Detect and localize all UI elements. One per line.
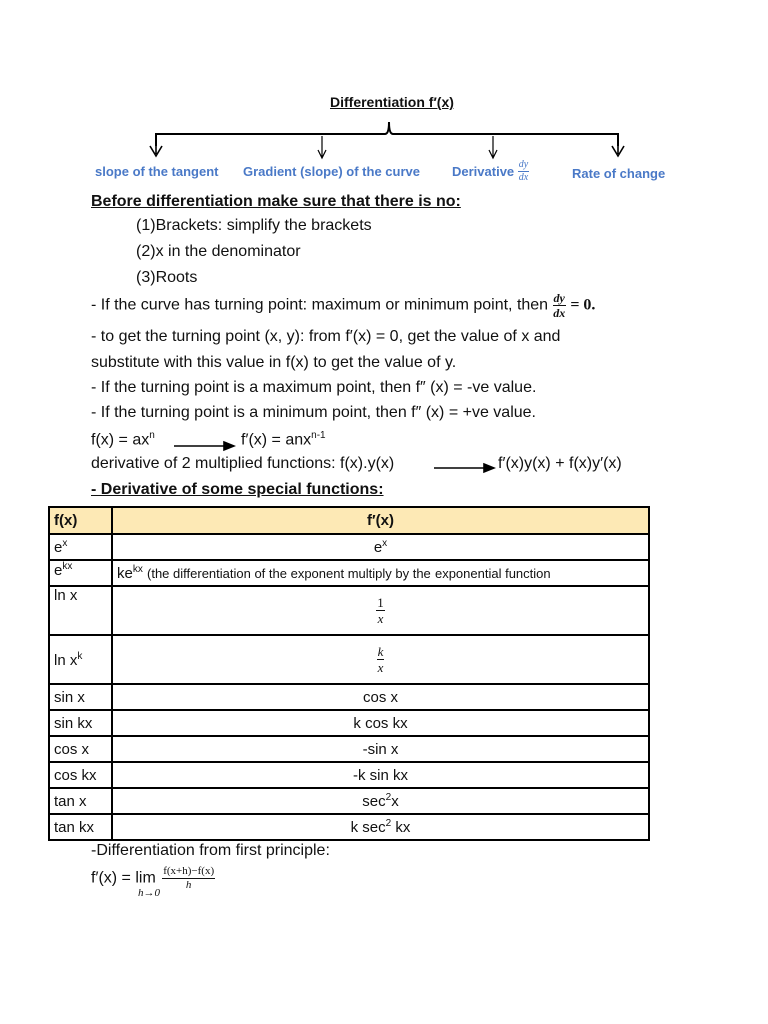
cell-d [112,788,649,814]
cell-d: -sin x [112,736,649,762]
table-row [49,586,649,635]
cell-f [49,586,112,635]
power-rule-right [241,430,326,449]
fraction-numerator: k [377,644,384,659]
branch-gradient: Gradient (slope) of the curve [243,164,420,179]
before-heading: Before differentiation make sure that there is no: [91,193,461,210]
cell-f-exponent: k [77,650,83,662]
cell-d-note-2: exponential function [434,566,551,581]
branch-slope: slope of the tangent [95,164,219,179]
cell-d-exponent: kx [132,564,143,575]
special-heading: - Derivative of some special functions: [91,481,384,498]
turning-line-3: substitute with this value in f(x) to get the value of y. [91,354,457,371]
cell-f-text: ln x [54,651,78,669]
cell-d-exponent: x [382,538,388,549]
list-item [136,269,197,287]
arrow-slope [150,138,162,156]
derivative-table [48,506,650,841]
cell-d [112,814,649,840]
list-number: (1) [136,217,156,234]
branch-rate: Rate of change [572,166,666,181]
arrow-rate [612,138,624,156]
cell-d: cos x [112,684,649,710]
dy-numerator: dy [518,159,529,170]
dy-dx-fraction [518,160,529,183]
cell-f [49,534,112,560]
limit-numerator: f(x+h)−f(x) [163,865,215,877]
list-text: Brackets: simplify the brackets [155,217,372,234]
cell-d-text: ke [117,565,133,582]
turning-numerator: dy [553,291,565,305]
lim-subscript: h→0 [138,887,160,899]
cell-d: -k sin kx [112,762,649,788]
turning-text: - If the curve has turning point: maximum or minimum point, then [91,296,549,314]
turning-fraction [553,292,566,319]
table-row [49,762,649,788]
cell-d: k cos kx [112,710,649,736]
table-row [49,684,649,710]
table-header-row [49,507,649,534]
cell-f: cos kx [49,762,112,788]
cell-d-text: sec [362,793,386,810]
cell-f-exponent: kx [62,561,73,572]
lim-lhs: f′(x) = lim [91,869,156,887]
cell-f: sin x [49,684,112,710]
limit-fraction [162,866,215,891]
cell-d-tail: x [391,793,399,810]
fraction-numerator: 1 [377,595,384,610]
cell-d-tail: kx [391,819,411,836]
fraction-denominator: x [377,660,384,675]
cell-f: tan kx [49,814,112,840]
power-left-exponent: n [149,430,155,441]
table-row [49,710,649,736]
product-rule-right: f′(x)y(x) + f(x)y′(x) [498,455,622,472]
header-dfx: f′(x) [112,507,649,534]
cell-d-exponent: 2 [385,818,392,829]
cell-d [112,635,649,684]
power-left-text: f(x) = ax [91,431,150,449]
cell-f [49,560,112,586]
power-right-text: f′(x) = anx [241,431,312,449]
first-principle-heading: -Differentiation from first principle: [91,842,330,859]
brace-path [156,122,618,146]
cell-f-text: ln x [54,587,78,604]
cell-fraction [377,645,385,674]
cell-f: tan x [49,788,112,814]
cell-d [112,534,649,560]
cell-f-exponent: x [62,538,68,549]
cell-f-text: e [54,562,63,579]
power-right-exponent: n-1 [311,430,326,441]
limit-denominator: h [185,879,192,891]
branch-derivative [452,160,529,183]
cell-f: sin kx [49,710,112,736]
turning-line-1 [91,292,595,319]
cell-f-text: e [54,539,63,556]
min-line: - If the turning point is a minimum point, then f″ (x) = +ve value. [91,404,536,421]
turning-line-2: - to get the turning point (x, y): from f′(x) = 0, get the value of x and [91,328,561,345]
cell-d-text: k sec [350,819,386,836]
table-row [49,635,649,684]
cell-f [49,635,112,684]
table-row [49,736,649,762]
fraction-denominator: x [377,611,384,626]
list-text: Roots [155,269,198,286]
list-text: x in the denominator [155,243,301,260]
table-row [49,814,649,840]
branch-derivative-label: Derivative [452,164,515,179]
cell-d [112,586,649,635]
list-item [136,217,372,235]
list-number: (2) [136,243,156,260]
cell-d [112,560,649,586]
header-fx: f(x) [49,507,112,534]
table-row [49,560,649,586]
list-item [136,243,301,261]
cell-d-exponent: 2 [385,792,392,803]
max-line: - If the turning point is a maximum point, then f″ (x) = -ve value. [91,379,537,396]
cell-fraction [376,596,385,625]
turning-denominator: dx [553,306,566,320]
arrow-derivative [489,136,497,158]
dx-denominator: dx [518,172,529,183]
arrow-gradient [318,136,326,158]
table-row [49,788,649,814]
product-rule-left: derivative of 2 multiplied functions: f(x).y(x) [91,455,395,472]
arrow-icon [172,438,236,452]
turning-tail: = 0. [570,296,596,314]
cell-d-note: (the differentiation of the exponent multiply by the [147,566,431,581]
table-row [49,534,649,560]
list-number: (3) [136,269,156,286]
cell-d-text: e [373,539,383,556]
cell-f: cos x [49,736,112,762]
arrow-icon [432,461,496,475]
page-title: Differentiation f′(x) [330,94,454,110]
power-rule-left [91,430,155,449]
